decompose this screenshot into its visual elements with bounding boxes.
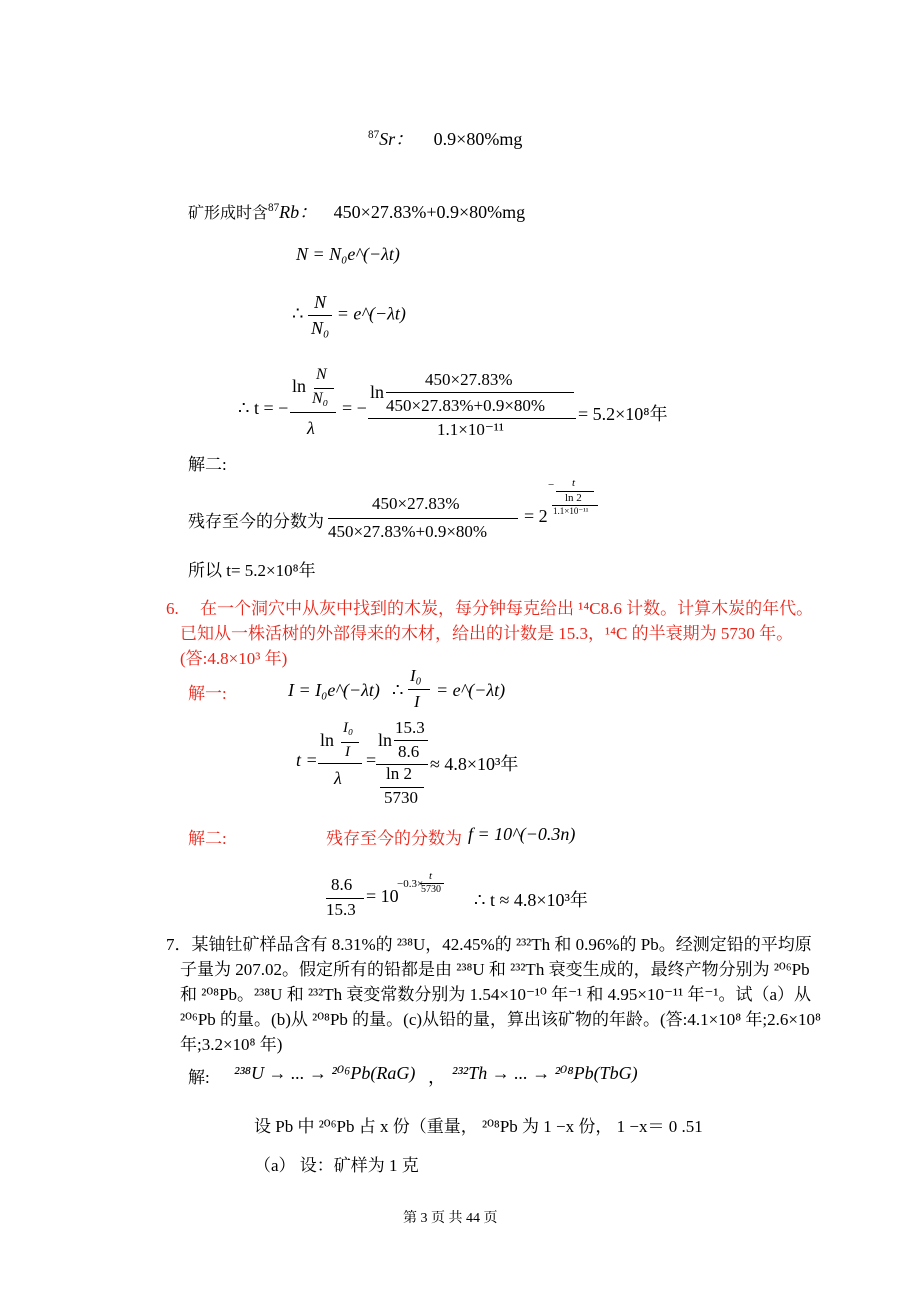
solution2-label: 解二:: [188, 455, 227, 474]
ratio-den: N₀: [308, 315, 332, 339]
sr-label: Sr：: [379, 129, 414, 149]
rem-num: 450×27.83%: [372, 494, 460, 513]
conclusion: 所以 t= 5.2×10⁸年: [188, 561, 316, 580]
sol7-chain1: ²³⁸U → ... → ²⁰⁶Pb(RaG): [234, 1063, 416, 1083]
problem7-line4: ²⁰⁶Pb 的量。(b)从 ²⁰⁸Pb 的量。(c)从铅的量，算出该矿物的年龄。(答:4.1×10⁸ 年;2.6×10⁸: [180, 1010, 821, 1029]
problem6-number: 6.: [166, 599, 179, 618]
problem6-line1: 在一个洞穴中从灰中找到的木炭，每分钟每克给出 ¹⁴C8.6 计数。计算木炭的年代。: [200, 599, 814, 618]
problem7-line3: 和 ²⁰⁸Pb。²³⁸U 和 ²³²Th 衰变常数分别为 1.54×10⁻¹⁰ 年⁻¹ 和 4.95×10⁻¹¹ 年⁻¹。试（a）从: [180, 985, 812, 1004]
problem6-line3: (答:4.8×10³ 年): [180, 649, 288, 668]
exp-den: 1.1×10⁻¹¹: [553, 506, 589, 516]
sol6-eq-b-rhs: = e^(−λt): [436, 680, 506, 700]
sol6-t: t =: [296, 750, 318, 770]
rb-prefix: 矿形成时含: [188, 205, 269, 222]
sol6-2-den: 15.3: [326, 900, 356, 919]
ln-2: ln: [370, 382, 385, 402]
sol6-main-bar-a: [318, 763, 362, 764]
sol6-ln-b: ln: [378, 730, 393, 750]
sol6-a-bar: [341, 742, 359, 743]
sol7-chain2: ²³²Th → ... → ²⁰⁸Pb(TbG): [452, 1063, 638, 1083]
ratio-n-num: N: [316, 366, 327, 383]
sol6-eq-b-num: I₀: [410, 666, 422, 685]
sol6-2-therefore: ∴ t ≈ 4.8×10³年: [474, 890, 588, 910]
ln-1: ln: [292, 376, 307, 396]
exp-minus: −: [548, 479, 555, 491]
page-footer: 第 3 页 共 44 页: [403, 1211, 498, 1226]
decay-law: N = N₀e^(−λt): [296, 244, 400, 264]
problem6-line2: 已知从一株活树的外部得来的木材，给出的计数是 15.3，¹⁴C 的半衰期为 5730 年。: [180, 624, 794, 643]
sol6-2-formula: f = 10^(−0.3n): [468, 824, 576, 844]
ratio-num: N: [314, 292, 327, 312]
t-main-bar: [290, 412, 336, 413]
t-result: = 5.2×10⁸年: [578, 404, 668, 424]
sol6-ln-a: ln: [320, 730, 335, 750]
ratio-n-bar: [314, 388, 334, 389]
sol6-b-num1: 15.3: [395, 718, 425, 737]
sol6-label2: 解二:: [188, 829, 227, 848]
sol6-2-rhs: = 10: [366, 886, 399, 906]
t-lhs: ∴ t = −: [238, 398, 289, 418]
sol6-eq-b-den: I: [414, 692, 420, 711]
sol6-b-bar1: [394, 740, 428, 741]
sol6-b-5730: 5730: [384, 788, 418, 807]
inner-bar: [386, 392, 574, 393]
ratio-fraction: [308, 292, 332, 339]
sol6-eq: =: [366, 750, 377, 770]
sr-line: $^{87}$Sr： 0.9×80%mg: [368, 129, 523, 149]
inner-den: 450×27.83%+0.9×80%: [386, 396, 546, 415]
sol6-2-num: 8.6: [331, 875, 353, 894]
sol6-2-exp-pre: −0.3×: [397, 878, 424, 890]
sol6-2-bar: [326, 898, 364, 899]
ratio-n-den: N₀: [312, 390, 329, 407]
sol6-therefore: ∴: [392, 680, 404, 700]
decay-ratio: [292, 292, 406, 339]
rb-label: Rb：: [279, 202, 318, 222]
sol7-label: 解:: [188, 1068, 210, 1087]
lambda-1: λ: [307, 418, 315, 438]
outer-bar: [368, 418, 576, 419]
problem7-line1: 7．某铀钍矿样品含有 8.31%的 ²³⁸U，42.45%的 ²³²Th 和 0.96%的 Pb。经测定铅的平均原: [166, 935, 812, 954]
problem7-line2: 子量为 207.02。假定所有的铅都是由 ²³⁸U 和 ²³²Th 衰变生成的，最终产物分别为 ²⁰⁶Pb: [180, 960, 810, 979]
sol7-set: 设 Pb 中 ²⁰⁶Pb 占 x 份（重量， ²⁰⁸Pb 为 1 −x 份， 1 −x＝ 0 .51: [254, 1117, 703, 1136]
therefore-symbol: ∴: [292, 303, 304, 324]
sol6-eq-b-bar: [408, 689, 430, 690]
rem-bar: [328, 518, 518, 519]
sol6-a-num: I₀: [343, 720, 354, 736]
mid-eq: = −: [342, 398, 367, 418]
rem-rhs: = 2: [524, 506, 548, 526]
sol6-result: ≈ 4.8×10³年: [430, 754, 519, 774]
rem-den: 450×27.83%+0.9×80%: [328, 522, 488, 541]
remaining-fraction-label: 残存至今的分数为: [188, 512, 324, 531]
sol6-b-ln2: ln 2: [386, 764, 412, 783]
sol6-2-text: 残存至今的分数为: [326, 829, 462, 848]
exp-ln2: ln 2: [565, 492, 582, 504]
sr-value: 0.9×80%mg: [433, 129, 523, 149]
problem7-line5: 年;3.2×10⁸ 年): [180, 1035, 283, 1054]
sol6-a-den: I: [345, 744, 350, 760]
outer-den: 1.1×10⁻¹¹: [437, 420, 505, 439]
sol6-2-exp-den: 5730: [421, 884, 441, 895]
rb-value: 450×27.83%+0.9×80%mg: [333, 202, 526, 222]
inner-num: 450×27.83%: [425, 370, 513, 389]
ratio-rhs: = e^(−λt): [336, 303, 406, 324]
sol6-label1: 解一:: [188, 684, 227, 703]
sol6-b-den1: 8.6: [398, 742, 420, 761]
sol6-lambda: λ: [334, 768, 342, 788]
sol6-2-exp-t: t: [429, 870, 433, 882]
exp-t: t: [572, 477, 576, 489]
sol6-eq-a: I = I₀e^(−λt): [288, 680, 380, 700]
rb-line: 矿形成时含$^{87}$Rb： 450×27.83%+0.9×80%mg: [188, 202, 526, 222]
sol7-a: （a） 设：矿样为 1 克: [254, 1156, 419, 1175]
sol7-sep: ，: [428, 1067, 446, 1087]
